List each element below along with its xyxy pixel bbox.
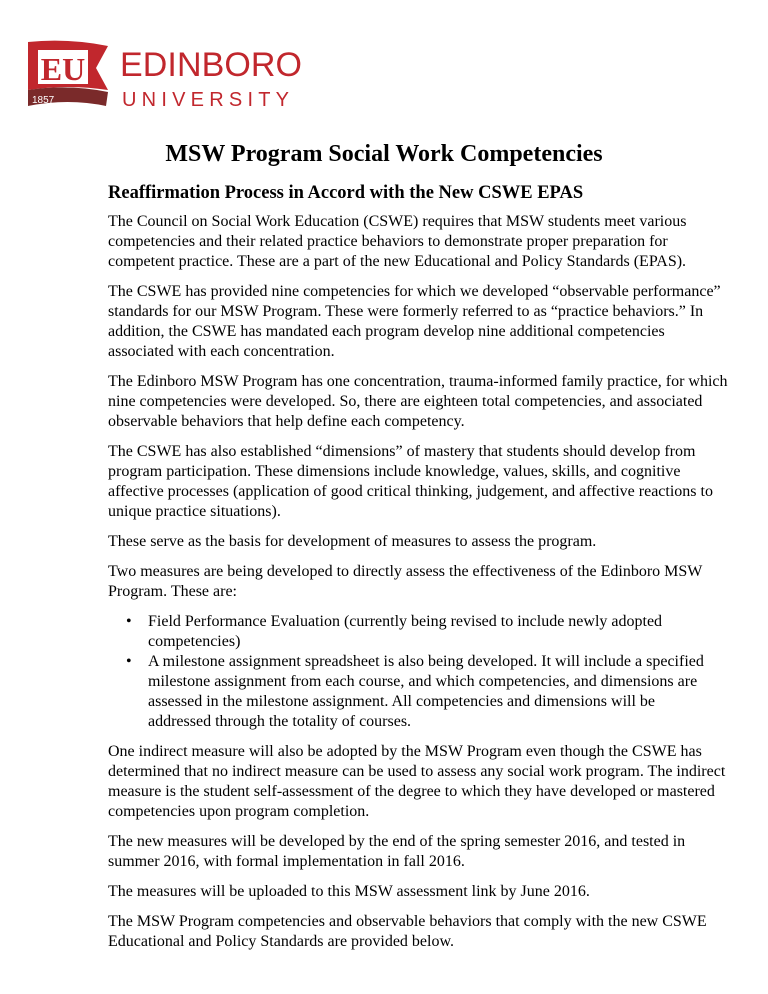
paragraph <box>108 212 708 272</box>
text-line: The Edinboro MSW Program has one concentration, trauma-informed family practice, for which <box>108 373 728 390</box>
text-line: unique practice situations). <box>108 503 281 520</box>
text-line: affective processes (application of good critical thinking, judgement, and affective reactions to <box>108 483 713 500</box>
text-line: • Field Performance Evaluation (currently being revised to include newly adopted <box>148 613 663 630</box>
text-line: summer 2016, with formal implementation in fall 2016. <box>108 853 465 870</box>
paragraph <box>108 832 708 872</box>
edinboro-university-logo <box>28 40 308 110</box>
text-line: competencies upon program completion. <box>108 803 370 820</box>
svg-text:EDINBORO: EDINBORO <box>120 46 302 84</box>
text-line: One indirect measure will also be adopted by the MSW Program even though the CSWE has <box>108 743 702 760</box>
text-line: competent practice. These are a part of the new Educational and Policy Standards (EPAS). <box>108 253 687 270</box>
text-line: associated with each concentration. <box>108 343 335 360</box>
text-line: The CSWE has provided nine competencies for which we developed “observable performance” <box>108 283 721 300</box>
text-line: The MSW Program competencies and observable behaviors that comply with the new CSWE <box>108 913 707 930</box>
text-line: The CSWE has also established “dimensions” of mastery that students should develop from <box>108 443 696 460</box>
document-body <box>108 182 728 962</box>
paragraph <box>108 562 708 602</box>
text-line: addition, the CSWE has mandated each program develop nine additional competencies <box>108 323 665 340</box>
list-item <box>108 612 708 652</box>
text-line: addressed through the totality of courses. <box>148 713 412 730</box>
paragraph <box>108 882 708 902</box>
text-line: milestone assignment from each course, and which competencies, and dimensions are <box>148 673 698 690</box>
paragraph <box>108 442 713 522</box>
paragraph <box>108 282 721 362</box>
text-line: • A milestone assignment spreadsheet is also being developed. It will include a specified <box>148 653 704 670</box>
text-line: nine competencies were developed. So, there are eighteen total competencies, and associated <box>108 393 703 410</box>
text-line: determined that no indirect measure can be used to assess any social work program. The indirect <box>108 763 726 780</box>
page-title: MSW Program Social Work Competencies <box>165 141 603 167</box>
text-line: observable behaviors that help define each competency. <box>108 413 465 430</box>
paragraph <box>108 742 726 822</box>
svg-text:1857: 1857 <box>32 95 55 106</box>
text-line: Educational and Policy Standards are provided below. <box>108 933 454 950</box>
list-item <box>108 652 708 732</box>
text-line: program participation. These dimensions include knowledge, values, skills, and cognitive <box>108 463 681 480</box>
section-heading: Reaffirmation Process in Accord with the New CSWE EPAS <box>108 183 584 203</box>
text-line: The new measures will be developed by the end of the spring semester 2016, and tested in <box>108 833 686 850</box>
text-line: Two measures are being developed to directly assess the effectiveness of the Edinboro MSW <box>108 563 703 580</box>
text-line: standards for our MSW Program. These were formerly referred to as “practice behaviors.” In <box>108 303 704 320</box>
paragraph <box>108 912 708 952</box>
text-line: Program. These are: <box>108 583 237 600</box>
svg-text:EU: EU <box>40 51 86 87</box>
text-line: competencies) <box>148 633 241 650</box>
text-line: The Council on Social Work Education (CSWE) requires that MSW students meet various <box>108 213 687 230</box>
paragraph <box>108 372 728 432</box>
paragraph <box>108 532 708 552</box>
svg-text:UNIVERSITY: UNIVERSITY <box>122 89 298 110</box>
text-line: measure is the student self-assessment of the degree to which they have developed or mastered <box>108 783 715 800</box>
text-line: assessed in the milestone assignment. All competencies and dimensions will be <box>148 693 656 710</box>
text-line: The measures will be uploaded to this MSW assessment link by June 2016. <box>108 883 590 900</box>
text-line: These serve as the basis for development of measures to assess the program. <box>108 533 597 550</box>
text-line: competencies and their related practice behaviors to demonstrate proper preparation for <box>108 233 668 250</box>
measures-list <box>108 612 708 732</box>
